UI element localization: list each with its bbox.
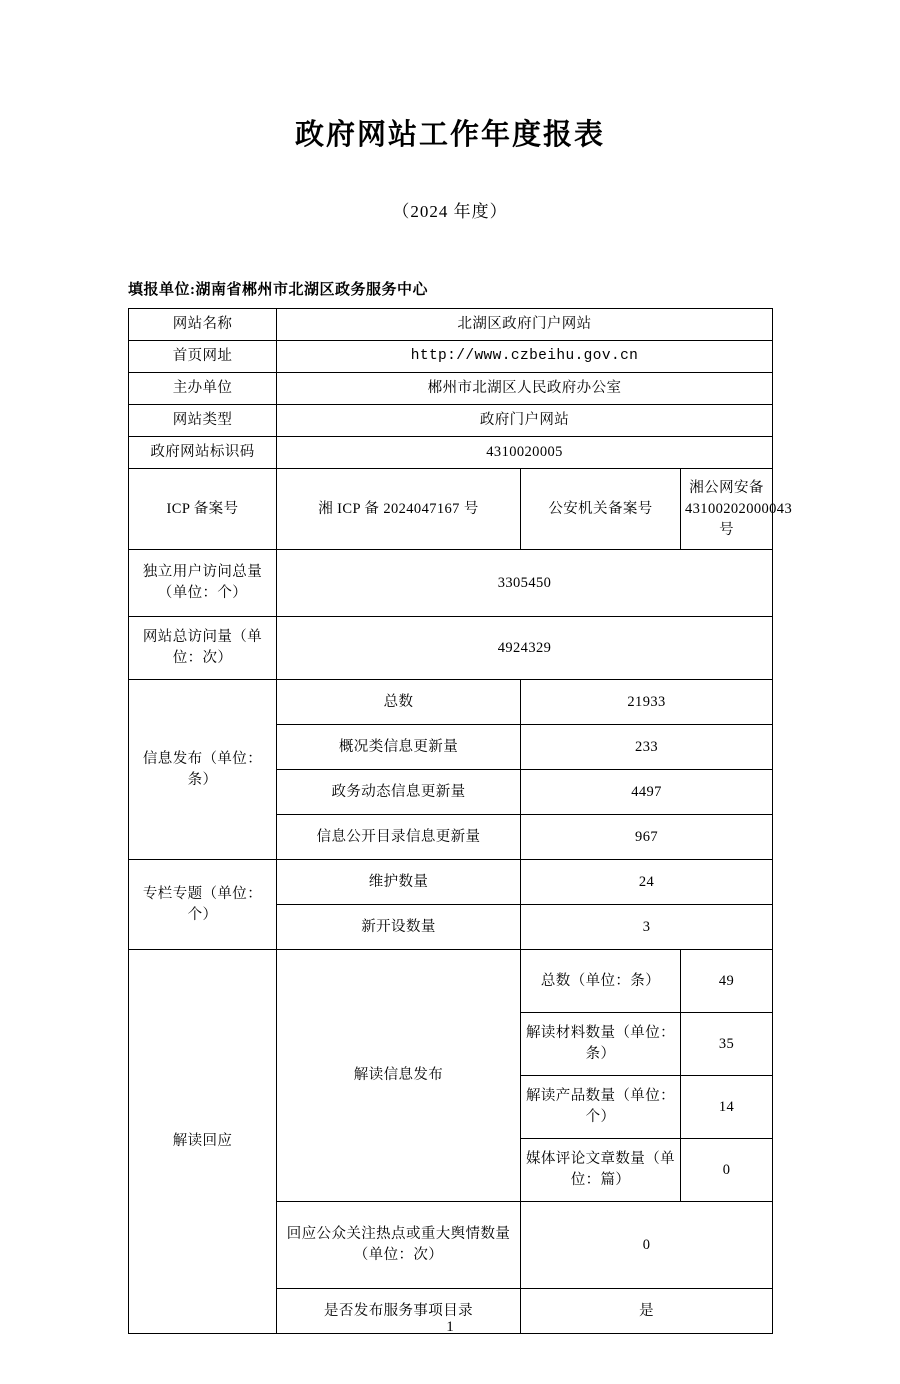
homepage-label: 首页网址: [129, 341, 277, 373]
interpretation-row-value: 0: [681, 1139, 773, 1202]
table-row: [129, 309, 773, 341]
annual-report-table: [128, 308, 793, 1334]
interpretation-release-label: 解读信息发布: [277, 950, 521, 1202]
info-release-row-value: 21933: [521, 680, 773, 725]
organizer-label: 主办单位: [129, 373, 277, 405]
organizer-value: 郴州市北湖区人民政府办公室: [277, 373, 773, 405]
reporting-unit-label: 填报单位:湖南省郴州市北湖区政务服务中心: [128, 282, 428, 298]
page-title: 政府网站工作年度报表: [294, 117, 605, 151]
homepage-value: http://www.czbeihu.gov.cn: [277, 341, 773, 373]
table-row: [129, 373, 773, 405]
info-release-row-value: 967: [521, 815, 773, 860]
interpretation-label: 解读回应: [129, 950, 277, 1334]
interpretation-row-label: 解读材料数量（单位：条）: [521, 1013, 681, 1076]
info-release-row-label: 总数: [277, 680, 521, 725]
total-visits-value: 4924329: [277, 617, 773, 680]
police-record-label: 公安机关备案号: [521, 469, 681, 550]
interpretation-row-label: 媒体评论文章数量（单位：篇）: [521, 1139, 681, 1202]
table-row: [129, 860, 773, 905]
column-topic-row-label: 维护数量: [277, 860, 521, 905]
icp-value: 湘 ICP 备 2024047167 号: [277, 469, 521, 550]
icp-label: ICP 备案号: [129, 469, 277, 550]
info-release-label: 信息发布（单位：条）: [129, 680, 277, 860]
table-row: [129, 617, 773, 680]
info-release-row-value: 4497: [521, 770, 773, 815]
hotspot-response-value: 0: [521, 1202, 773, 1289]
interpretation-row-value: 35: [681, 1013, 773, 1076]
unique-visitors-value: 3305450: [277, 550, 773, 617]
info-release-row-label: 信息公开目录信息更新量: [277, 815, 521, 860]
hotspot-response-label: 回应公众关注热点或重大舆情数量（单位：次）: [277, 1202, 521, 1289]
table-row: [129, 680, 773, 725]
interpretation-row-value: 49: [681, 950, 773, 1013]
site-type-label: 网站类型: [129, 405, 277, 437]
site-code-label: 政府网站标识码: [129, 437, 277, 469]
site-code-value: 4310020005: [277, 437, 773, 469]
document-page: [0, 112, 900, 1384]
site-type-value: 政府门户网站: [277, 405, 773, 437]
site-name-label: 网站名称: [129, 309, 277, 341]
table-row: [129, 341, 773, 373]
column-topic-row-value: 3: [521, 905, 773, 950]
table-row: [129, 437, 773, 469]
info-release-row-label: 概况类信息更新量: [277, 725, 521, 770]
table-row: [129, 469, 773, 550]
interpretation-row-value: 14: [681, 1076, 773, 1139]
table-row: [129, 550, 773, 617]
column-topic-row-label: 新开设数量: [277, 905, 521, 950]
interpretation-row-label: 解读产品数量（单位：个）: [521, 1076, 681, 1139]
site-name-value: 北湖区政府门户网站: [277, 309, 773, 341]
page-subtitle: （2024 年度）: [392, 202, 508, 221]
total-visits-label: 网站总访问量（单位：次）: [129, 617, 277, 680]
column-topic-row-value: 24: [521, 860, 773, 905]
page-number: 1: [446, 1319, 454, 1335]
table-row: [129, 950, 773, 1013]
police-record-value: 湘公网安备 43100202000043 号: [681, 469, 773, 550]
info-release-row-value: 233: [521, 725, 773, 770]
service-catalog-label: 是否发布服务事项目录: [277, 1289, 521, 1334]
info-release-row-label: 政务动态信息更新量: [277, 770, 521, 815]
table-row: [129, 405, 773, 437]
unique-visitors-label: 独立用户访问总量（单位：个）: [129, 550, 277, 617]
interpretation-row-label: 总数（单位：条）: [521, 950, 681, 1013]
column-topic-label: 专栏专题（单位：个）: [129, 860, 277, 950]
service-catalog-value: 是: [521, 1289, 773, 1334]
